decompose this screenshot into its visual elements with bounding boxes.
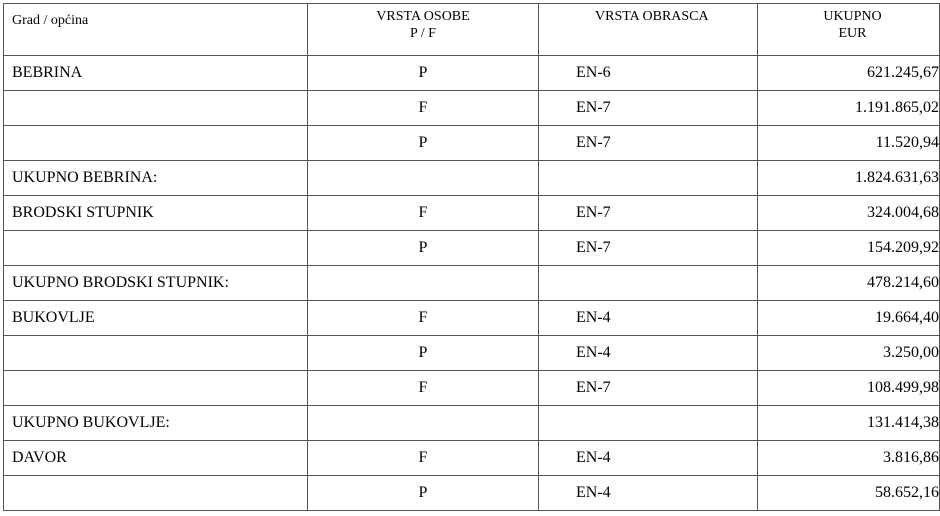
cell-city: BUKOVLJE — [4, 301, 308, 336]
cell-person-type — [308, 161, 539, 196]
municipality-totals-table — [3, 3, 940, 511]
table-row — [4, 91, 940, 126]
table-row — [4, 441, 940, 476]
cell-form-type: EN-7 — [539, 196, 758, 231]
cell-form-type: EN-4 — [539, 301, 758, 336]
cell-total: 3.250,00 — [758, 336, 940, 371]
cell-person-type: F — [308, 196, 539, 231]
cell-total: 1.191.865,02 — [758, 91, 940, 126]
cell-person-type — [308, 406, 539, 441]
cell-person-type: P — [308, 231, 539, 266]
cell-city — [4, 91, 308, 126]
header-row — [4, 4, 940, 56]
cell-city — [4, 336, 308, 371]
cell-form-type: EN-4 — [539, 336, 758, 371]
header-city: Grad / općina — [4, 4, 308, 56]
cell-person-type: F — [308, 371, 539, 406]
cell-total: 1.824.631,63 — [758, 161, 940, 196]
subtotal-row — [4, 266, 940, 301]
subtotal-row — [4, 406, 940, 441]
table-row — [4, 301, 940, 336]
cell-total: 131.414,38 — [758, 406, 940, 441]
cell-total: 154.209,92 — [758, 231, 940, 266]
cell-person-type: P — [308, 56, 539, 91]
table-row — [4, 231, 940, 266]
table-row — [4, 336, 940, 371]
table-row — [4, 476, 940, 511]
cell-total: 621.245,67 — [758, 56, 940, 91]
cell-person-type: F — [308, 301, 539, 336]
header-person-type — [308, 4, 539, 56]
cell-person-type: P — [308, 476, 539, 511]
cell-form-type: EN-4 — [539, 476, 758, 511]
cell-city — [4, 231, 308, 266]
cell-city — [4, 371, 308, 406]
cell-total: 478.214,60 — [758, 266, 940, 301]
cell-form-type: EN-7 — [539, 126, 758, 161]
cell-total: 11.520,94 — [758, 126, 940, 161]
header-total-line2: EUR — [838, 26, 867, 41]
cell-city: UKUPNO BUKOVLJE: — [4, 406, 308, 441]
cell-city — [4, 126, 308, 161]
cell-city: UKUPNO BRODSKI STUPNIK: — [4, 266, 308, 301]
cell-form-type: EN-7 — [539, 91, 758, 126]
cell-form-type — [539, 266, 758, 301]
table-header — [4, 4, 940, 56]
cell-person-type: F — [308, 91, 539, 126]
cell-person-type: P — [308, 126, 539, 161]
cell-person-type: F — [308, 441, 539, 476]
cell-total: 3.816,86 — [758, 441, 940, 476]
header-total — [758, 4, 940, 56]
cell-total: 108.499,98 — [758, 371, 940, 406]
subtotal-row — [4, 161, 940, 196]
cell-city: UKUPNO BEBRINA: — [4, 161, 308, 196]
cell-total: 324.004,68 — [758, 196, 940, 231]
cell-city: BEBRINA — [4, 56, 308, 91]
cell-person-type: P — [308, 336, 539, 371]
header-person-type-line2: P / F — [410, 26, 436, 41]
cell-city: DAVOR — [4, 441, 308, 476]
cell-total: 19.664,40 — [758, 301, 940, 336]
cell-city — [4, 476, 308, 511]
cell-total: 58.652,16 — [758, 476, 940, 511]
cell-form-type: EN-7 — [539, 371, 758, 406]
header-form-type: VRSTA OBRASCA — [539, 4, 758, 56]
cell-person-type — [308, 266, 539, 301]
cell-form-type: EN-4 — [539, 441, 758, 476]
cell-form-type: EN-7 — [539, 231, 758, 266]
table-row — [4, 126, 940, 161]
table-row — [4, 56, 940, 91]
cell-form-type: EN-6 — [539, 56, 758, 91]
cell-form-type — [539, 406, 758, 441]
table-row — [4, 371, 940, 406]
cell-form-type — [539, 161, 758, 196]
header-person-type-line1: VRSTA OSOBE — [376, 9, 470, 24]
header-total-line1: UKUPNO — [823, 9, 882, 24]
table-row — [4, 196, 940, 231]
cell-city: BRODSKI STUPNIK — [4, 196, 308, 231]
table-body — [4, 56, 940, 511]
